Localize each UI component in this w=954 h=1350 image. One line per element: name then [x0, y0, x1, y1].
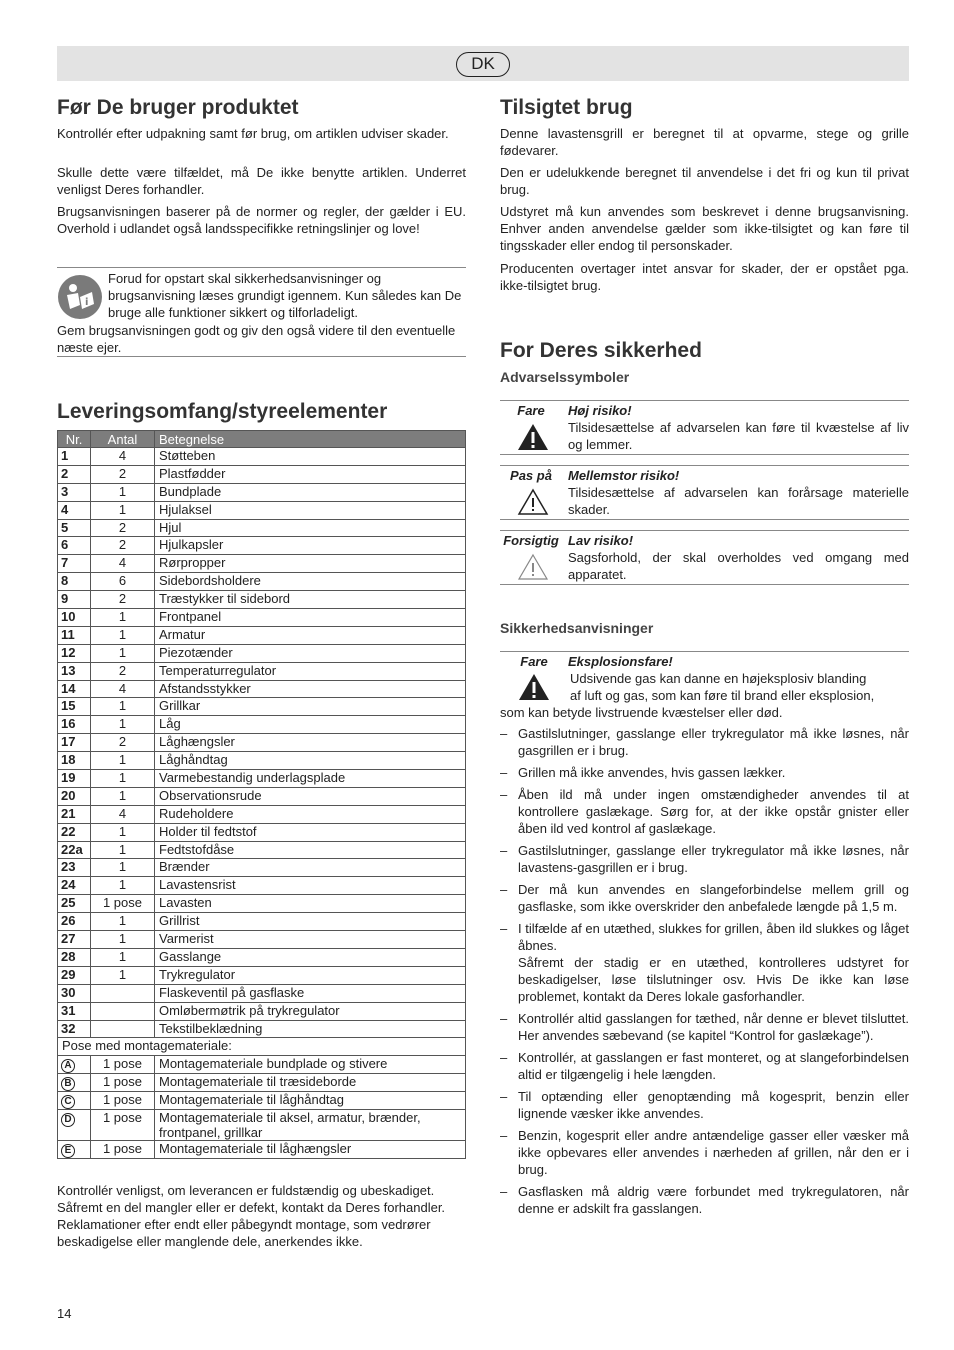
part-quantity: 4 [91, 680, 155, 698]
part-name: Montagemateriale til låghåndtag [155, 1092, 466, 1110]
table-row [58, 519, 466, 537]
part-number: 20 [58, 787, 91, 805]
part-quantity: 1 pose [91, 1056, 155, 1074]
part-quantity: 1 [91, 644, 155, 662]
part-quantity [91, 1002, 155, 1020]
part-letter [58, 1092, 91, 1110]
part-letter [58, 1056, 91, 1074]
part-number: 2 [58, 465, 91, 483]
list-item: – Gastilslutninger, gasslange eller trykregulator må ikke løsnes, når gasgrillen er i brug. [500, 725, 909, 759]
read-manual-note [57, 267, 466, 357]
list-item: – Åben ild må under ingen omstændigheder anvendes til at kontrollere gaslækage. Sørg for, at der ikke opstår gnister eller åben ild ved kontrol af gaslækage. [500, 786, 909, 837]
table-row [58, 555, 466, 573]
warning-label: Fare [517, 403, 545, 418]
warning-row-low-risk [500, 530, 909, 585]
circled-letter: A [61, 1059, 75, 1073]
part-number: 31 [58, 1002, 91, 1020]
part-name: Fedtstofdåse [155, 841, 466, 859]
note-text: Gem brugsanvisningen godt og giv den også videre til den eventuelle næste ejer. [57, 323, 456, 355]
part-name: Lavasten [155, 895, 466, 913]
part-number: 5 [58, 519, 91, 537]
warning-text: Tilsidesættelse af advarselen kan forårsage materielle skader. [568, 485, 909, 517]
table-row [58, 537, 466, 555]
table-row [58, 501, 466, 519]
table-row [58, 1110, 466, 1141]
part-number: 16 [58, 716, 91, 734]
part-quantity: 1 [91, 913, 155, 931]
subheading-safety-instructions: Sikkerhedsanvisninger [500, 620, 654, 636]
part-number: 17 [58, 734, 91, 752]
part-quantity: 1 [91, 841, 155, 859]
circled-letter: E [61, 1144, 75, 1158]
part-quantity: 1 [91, 859, 155, 877]
part-name: Støtteben [155, 448, 466, 466]
part-quantity: 1 [91, 877, 155, 895]
read-manual-icon [58, 275, 102, 319]
part-number: 19 [58, 770, 91, 788]
column-header-nr: Nr. [58, 431, 91, 448]
part-name: Træstykker til sidebord [155, 591, 466, 609]
part-quantity: 4 [91, 555, 155, 573]
part-number: 32 [58, 1020, 91, 1038]
list-item: – Gastilslutninger, gasslange eller trykregulator må ikke løsnes, når lavastens-gasgrillen er i brug. [500, 842, 909, 876]
table-row [58, 984, 466, 1002]
part-quantity: 2 [91, 734, 155, 752]
list-item [500, 920, 909, 1005]
part-name: Grillkar [155, 698, 466, 716]
part-name: Observationsrude [155, 787, 466, 805]
part-quantity: 2 [91, 591, 155, 609]
table-row [58, 591, 466, 609]
part-quantity: 2 [91, 519, 155, 537]
part-number: 22 [58, 823, 91, 841]
paragraph: Skulle dette være tilfældet, må De ikke benytte artiklen. Underret venligst Deres forhandler. [57, 165, 466, 197]
list-item: – Kontrollér, at gasslangen er fast monteret, og at slangeforbindelsen altid er tilgængelig i hele længden. [500, 1049, 909, 1083]
part-name: Grillrist [155, 913, 466, 931]
warning-title: Eksplosionsfare! [568, 654, 673, 669]
part-name: Låg [155, 716, 466, 734]
table-row [58, 1020, 466, 1038]
part-number: 13 [58, 662, 91, 680]
part-letter [58, 1110, 91, 1141]
part-number: 12 [58, 644, 91, 662]
subheading-warning-symbols: Advarselssymboler [500, 369, 630, 385]
part-number: 28 [58, 948, 91, 966]
list-item: – Til optænding eller genoptænding må kogesprit, benzin eller lignende væsker ikke anvendes. [500, 1088, 909, 1122]
table-row [58, 662, 466, 680]
part-number: 4 [58, 501, 91, 519]
paragraph: Denne lavastensgrill er beregnet til at opvarme, stege og grille fødevarer. [500, 126, 909, 158]
warning-title: Mellemstor risiko! [568, 468, 680, 483]
part-name: Rudeholdere [155, 805, 466, 823]
part-quantity: 2 [91, 537, 155, 555]
warning-title: Høj risiko! [568, 403, 632, 418]
paragraph: Udstyret må kun anvendes som beskrevet i denne brugsanvisning. Enhver anden anvendelse gælder som ikke-tilsigtet og kan føre til tingsskader eller endog til personskader. [500, 204, 909, 253]
part-number: 14 [58, 680, 91, 698]
paragraph: Kontrollér venligst, om leverancen er fuldstændig og ubeskadiget. Såfremt en del mangler eller er defekt, kontakt da Deres forhandler. Reklamationer efter endt eller påbegyndt montage, som vedrører beskadigelse eller manglende dele, anerkendes ikke. [57, 1183, 446, 1249]
table-header-row [58, 431, 466, 448]
part-name: Afstandsstykker [155, 680, 466, 698]
warning-triangle-light-icon [517, 553, 549, 581]
part-number: 7 [58, 555, 91, 573]
table-row [58, 483, 466, 501]
warning-row-danger [500, 400, 909, 455]
part-name: Hjulaksel [155, 501, 466, 519]
table-row [58, 752, 466, 770]
warning-text: Sagsforhold, der skal overholdes ved omgang med apparatet. [568, 550, 909, 582]
list-item: – Kontrollér altid gasslangen for tæthed, når denne er blevet tilsluttet. Her anvendes sæbevand (se kapitel “Kontrol for gaslækage”). [500, 1010, 909, 1044]
part-quantity: 1 pose [91, 1110, 155, 1141]
column-header-qty: Antal [91, 431, 155, 448]
part-quantity: 1 [91, 770, 155, 788]
part-quantity: 1 [91, 823, 155, 841]
table-row [58, 770, 466, 788]
list-item: – Gasflasken må aldrig være forbundet med trykregulatoren, når denne er adskilt fra gasslangen. [500, 1183, 909, 1217]
part-quantity: 1 [91, 752, 155, 770]
heading-delivery: Leveringsomfang/styreelementer [57, 400, 388, 423]
list-item: – Benzin, kogesprit eller andre antændelige gasser eller væsker må ikke opbevares eller anvendes i nærheden af grillen, når den er i brug. [500, 1127, 909, 1178]
part-number: 6 [58, 537, 91, 555]
table-row [58, 734, 466, 752]
svg-text:i: i [85, 297, 89, 308]
part-name: Flaskeventil på gasflaske [155, 984, 466, 1002]
circled-letter: B [61, 1077, 75, 1091]
part-name: Låghåndtag [155, 752, 466, 770]
part-quantity: 1 [91, 501, 155, 519]
warning-label: Forsigtig [503, 533, 559, 548]
warning-triangle-outline-icon [517, 488, 549, 516]
part-number: 24 [58, 877, 91, 895]
part-name: Gasslange [155, 948, 466, 966]
list-item-text: I tilfælde af en utæthed, slukkes for grillen, åben ild slukkes og låget åbnes. [518, 921, 909, 953]
table-row [58, 913, 466, 931]
explosion-text: af luft og gas, som kan føre til brand eller eksplosion, [570, 688, 875, 703]
part-number: 29 [58, 966, 91, 984]
part-name: Montagemateriale til låghængsler [155, 1141, 466, 1159]
table-row [58, 877, 466, 895]
part-name: Tekstilbeklædning [155, 1020, 466, 1038]
part-quantity: 6 [91, 573, 155, 591]
part-quantity: 1 [91, 966, 155, 984]
table-row [58, 931, 466, 949]
part-name: Armatur [155, 626, 466, 644]
part-quantity: 1 pose [91, 1141, 155, 1159]
part-name: Trykregulator [155, 966, 466, 984]
table-row [58, 859, 466, 877]
table-row [58, 680, 466, 698]
warning-triangle-filled-icon [518, 673, 550, 701]
language-badge: DK [456, 52, 510, 77]
table-row [58, 1002, 466, 1020]
part-quantity: 1 [91, 931, 155, 949]
heading-safety: For Deres sikkerhed [500, 339, 702, 362]
part-name: Plastfødder [155, 465, 466, 483]
part-name: Holder til fedtstof [155, 823, 466, 841]
table-row [58, 573, 466, 591]
paragraph: Brugsanvisningen baserer på de normer og regler, der gælder i EU. Overhold i udlandet også landsspecifikke retningslinjer og love! [57, 204, 466, 236]
part-quantity: 1 [91, 698, 155, 716]
table-row [58, 1056, 466, 1074]
warning-label: Fare [520, 654, 548, 669]
part-letter [58, 1074, 91, 1092]
part-letter [58, 1141, 91, 1159]
part-quantity: 4 [91, 448, 155, 466]
table-row [58, 644, 466, 662]
warning-title: Lav risiko! [568, 533, 634, 548]
part-number: 18 [58, 752, 91, 770]
part-number: 10 [58, 609, 91, 627]
part-quantity [91, 984, 155, 1002]
list-item-extra: Såfremt der stadig er en utæthed, kontrolleres udstyret for beskadigelser, løse tilslutninger osv. Hvis De ikke kan løse problemet, kontakt da Deres lokale gasforhandler. [518, 955, 909, 1004]
part-quantity: 1 pose [91, 895, 155, 913]
circled-letter: C [61, 1095, 75, 1109]
part-number: 23 [58, 859, 91, 877]
paragraph: Kontrollér efter udpakning samt før brug, om artiklen udviser skader. [57, 126, 449, 141]
part-name: Piezotænder [155, 644, 466, 662]
note-text: Forud for opstart skal sikkerhedsanvisninger og brugsanvisning læses grundigt igennem. Kun således kan De bruge alle funktioner sikkert og tilforladeligt. [108, 271, 462, 320]
heading-intended-use: Tilsigtet brug [500, 96, 633, 119]
part-name: Omløbermøtrik på trykregulator [155, 1002, 466, 1020]
part-name: Bundplade [155, 483, 466, 501]
part-quantity: 1 [91, 609, 155, 627]
table-row [58, 841, 466, 859]
table-row [58, 1074, 466, 1092]
warning-triangle-filled-icon [517, 423, 549, 451]
part-quantity: 1 [91, 626, 155, 644]
part-number: 26 [58, 913, 91, 931]
paragraph: Producenten overtager intet ansvar for skader, der er opstået pga. ikke-tilsigtet brug. [500, 261, 909, 293]
paragraph: Den er udelukkende beregnet til anvendelse i det fri og kun til privat brug. [500, 165, 909, 197]
list-item: – Grillen må ikke anvendes, hvis gassen lækker. [500, 764, 909, 781]
part-name: Sidebordsholdere [155, 573, 466, 591]
part-name: Lavastensrist [155, 877, 466, 895]
part-name: Temperaturregulator [155, 662, 466, 680]
part-quantity: 2 [91, 662, 155, 680]
part-number: 8 [58, 573, 91, 591]
part-quantity: 1 pose [91, 1092, 155, 1110]
part-name: Varmebestandig underlagsplade [155, 770, 466, 788]
part-number: 11 [58, 626, 91, 644]
part-quantity: 1 pose [91, 1074, 155, 1092]
part-number: 9 [58, 591, 91, 609]
table-row [58, 1092, 466, 1110]
table-row-pose-label [58, 1038, 466, 1056]
part-name: Montagemateriale til aksel, armatur, brænder, frontpanel, grillkar [155, 1110, 466, 1141]
table-row [58, 609, 466, 627]
part-quantity: 1 [91, 716, 155, 734]
explosion-text: Udsivende gas kan danne en højeksplosiv blanding [570, 671, 867, 686]
page-number: 14 [57, 1306, 72, 1321]
part-number: 30 [58, 984, 91, 1002]
part-quantity: 1 [91, 483, 155, 501]
part-number: 25 [58, 895, 91, 913]
warning-row-caution [500, 465, 909, 520]
part-name: Varmerist [155, 931, 466, 949]
part-name: Brænder [155, 859, 466, 877]
table-row [58, 716, 466, 734]
table-row [58, 948, 466, 966]
part-number: 3 [58, 483, 91, 501]
part-quantity: 1 [91, 787, 155, 805]
part-number: 22a [58, 841, 91, 859]
table-row [58, 823, 466, 841]
explosion-warning [500, 651, 909, 721]
part-quantity: 1 [91, 948, 155, 966]
part-quantity: 2 [91, 465, 155, 483]
part-name: Frontpanel [155, 609, 466, 627]
table-row [58, 448, 466, 466]
table-row [58, 966, 466, 984]
part-name: Rørpropper [155, 555, 466, 573]
part-number: 21 [58, 805, 91, 823]
parts-table [57, 430, 466, 1159]
part-name: Montagemateriale til træsideborde [155, 1074, 466, 1092]
part-name: Hjul [155, 519, 466, 537]
table-row [58, 895, 466, 913]
part-name: Hjulkapsler [155, 537, 466, 555]
table-row [58, 626, 466, 644]
explosion-text: som kan betyde livstruende kvæstelser eller død. [500, 705, 783, 720]
part-number: 27 [58, 931, 91, 949]
table-row [58, 805, 466, 823]
table-row [58, 1141, 466, 1159]
part-number: 1 [58, 448, 91, 466]
table-row [58, 698, 466, 716]
table-row [58, 787, 466, 805]
warning-label: Pas på [510, 468, 552, 483]
table-row [58, 465, 466, 483]
part-number: 15 [58, 698, 91, 716]
pose-label: Pose med montagemateriale: [58, 1038, 466, 1056]
warning-text: Tilsidesættelse af advarselen kan føre til kvæstelse af liv og lemmer. [568, 420, 909, 452]
heading-before-use: Før De bruger produktet [57, 96, 299, 119]
part-name: Låghængsler [155, 734, 466, 752]
list-item: – Der må kun anvendes en slangeforbindelse mellem grill og gasflaske, som ikke overskrider den anbefalede længde på 1,5 m. [500, 881, 909, 915]
column-header-name: Betegnelse [155, 431, 466, 448]
part-name: Montagemateriale bundplade og stivere [155, 1056, 466, 1074]
part-quantity: 4 [91, 805, 155, 823]
safety-list [500, 725, 909, 1222]
circled-letter: D [61, 1113, 75, 1127]
part-quantity [91, 1020, 155, 1038]
